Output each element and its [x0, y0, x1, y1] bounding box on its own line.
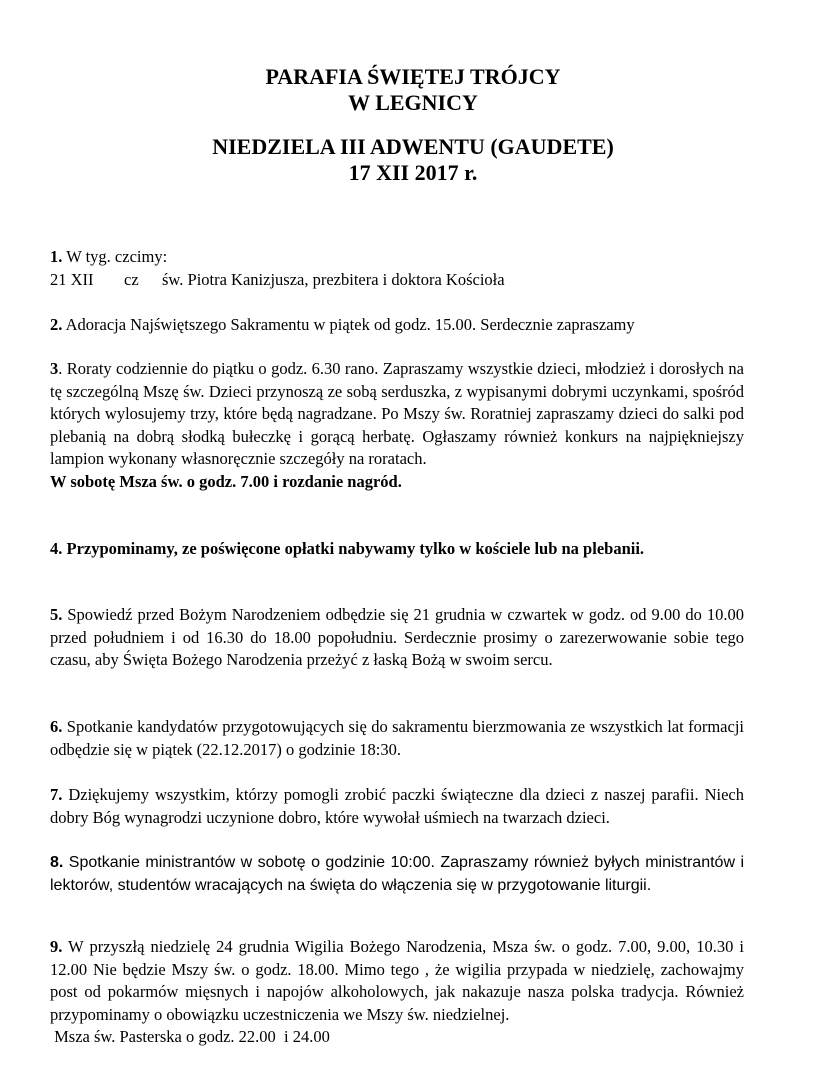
- item-text: Spotkanie kandydatów przygotowujących się do sakramentu bierzmowania ze wszystkich lat formacji odbędzie się w piątek (22.12.2017) o godzinie 18:30.: [50, 717, 744, 759]
- sunday-name: NIEDZIELA III ADWENTU (GAUDETE): [212, 134, 614, 159]
- item-bold-text: W sobotę Msza św. o godz. 7.00 i rozdanie nagród.: [50, 471, 402, 491]
- item-number: 6.: [50, 717, 63, 736]
- weekday-label: cz: [124, 269, 139, 289]
- item-text: Przypominamy, ze poświęcone opłatki nabywamy tylko w kościele lub na plebanii.: [62, 539, 645, 558]
- announcement-3: [50, 358, 744, 493]
- parish-city: W LEGNICY: [348, 90, 478, 115]
- announcement-9: [50, 936, 744, 1049]
- parish-name: PARAFIA ŚWIĘTEJ TRÓJCY: [265, 64, 561, 89]
- announcement-8: [50, 851, 744, 897]
- announcement-4: [50, 538, 744, 561]
- announcement-7: [50, 784, 744, 829]
- day-label: 21 XII: [50, 269, 94, 289]
- announcement-5: [50, 604, 744, 672]
- item-number: 9.: [50, 937, 63, 956]
- sunday-date: 17 XII 2017 r.: [348, 160, 478, 185]
- item-number: 2.: [50, 315, 63, 334]
- item-text: W tyg. czcimy:: [62, 247, 168, 266]
- item-number: 7.: [50, 785, 63, 804]
- parish-header: [0, 64, 826, 116]
- item-number: 1.: [50, 247, 63, 266]
- item-last-line: Msza św. Pasterska o godz. 22.00 i 24.00: [50, 1027, 330, 1046]
- item-text: . Roraty codziennie do piątku o godz. 6.30 rano. Zapraszamy wszystkie dzieci, młodzież i dorosłych na tę szczególną Mszę św. Dzieci przynoszą ze sobą serduszka, z wypisanymi dobrymi uczynkami, spośród których wylosujemy trzy, które będą nagradzane. Po Mszy św. Roratniej zapraszamy dzieci do salki pod plebanią na dobrą słodką bułeczkę i gorącą herbatę. Ogłaszamy również konkurs na najpiękniejszy lampion wykonany własnoręcznie szczegóły na roratach.: [50, 359, 744, 468]
- item-number: 5.: [50, 605, 63, 624]
- item-text: Dziękujemy wszystkim, którzy pomogli zrobić paczki świąteczne dla dzieci z naszej parafii. Niech dobry Bóg wynagrodzi uczynione dobro, które wywołał uśmiech na twarzach dzieci.: [50, 785, 744, 827]
- item-text: W przyszłą niedzielę 24 grudnia Wigilia Bożego Narodzenia, Msza św. o godz. 7.00, 9.00, 10.30 i 12.00 Nie będzie Mszy św. o godz. 18.00. Mimo tego , że wigilia przypada w niedzielę, zachowajmy post od pokarmów mięsnych i napojów alkoholowych, jak nakazuje nasza polska tradycja. Również przypominamy o obowiązku uczestniczenia we Mszy św. niedzielnej.: [50, 937, 744, 1024]
- item-text: Spowiedź przed Bożym Narodzeniem odbędzie się 21 grudnia w czwartek w godz. od 9.00 do 10.00 przed południem i od 16.30 do 18.00 popołudniu. Serdecznie prosimy o zarezerwowanie sobie tego czasu, aby Święta Bożego Narodzenia przeżyć z łaską Bożą w swoim sercu.: [50, 605, 744, 669]
- item-number: 4.: [50, 539, 63, 558]
- announcement-6: [50, 716, 744, 761]
- announcement-2: [50, 314, 744, 337]
- item-text: Adoracja Najświętszego Sakramentu w piątek od godz. 15.00. Serdecznie zapraszamy: [62, 315, 635, 334]
- sunday-header: [0, 134, 826, 186]
- announcement-1: [50, 246, 744, 291]
- item-number: 3: [50, 359, 59, 378]
- item-number: 8.: [50, 854, 64, 871]
- item-text: Spotkanie ministrantów w sobotę o godzinie 10:00. Zapraszamy również byłych ministrantów i lektorów, studentów wracających na święta do włączenia się w przygotowanie liturgii.: [50, 854, 744, 894]
- saint-label: św. Piotra Kanizjusza, prezbitera i doktora Kościoła: [162, 269, 505, 289]
